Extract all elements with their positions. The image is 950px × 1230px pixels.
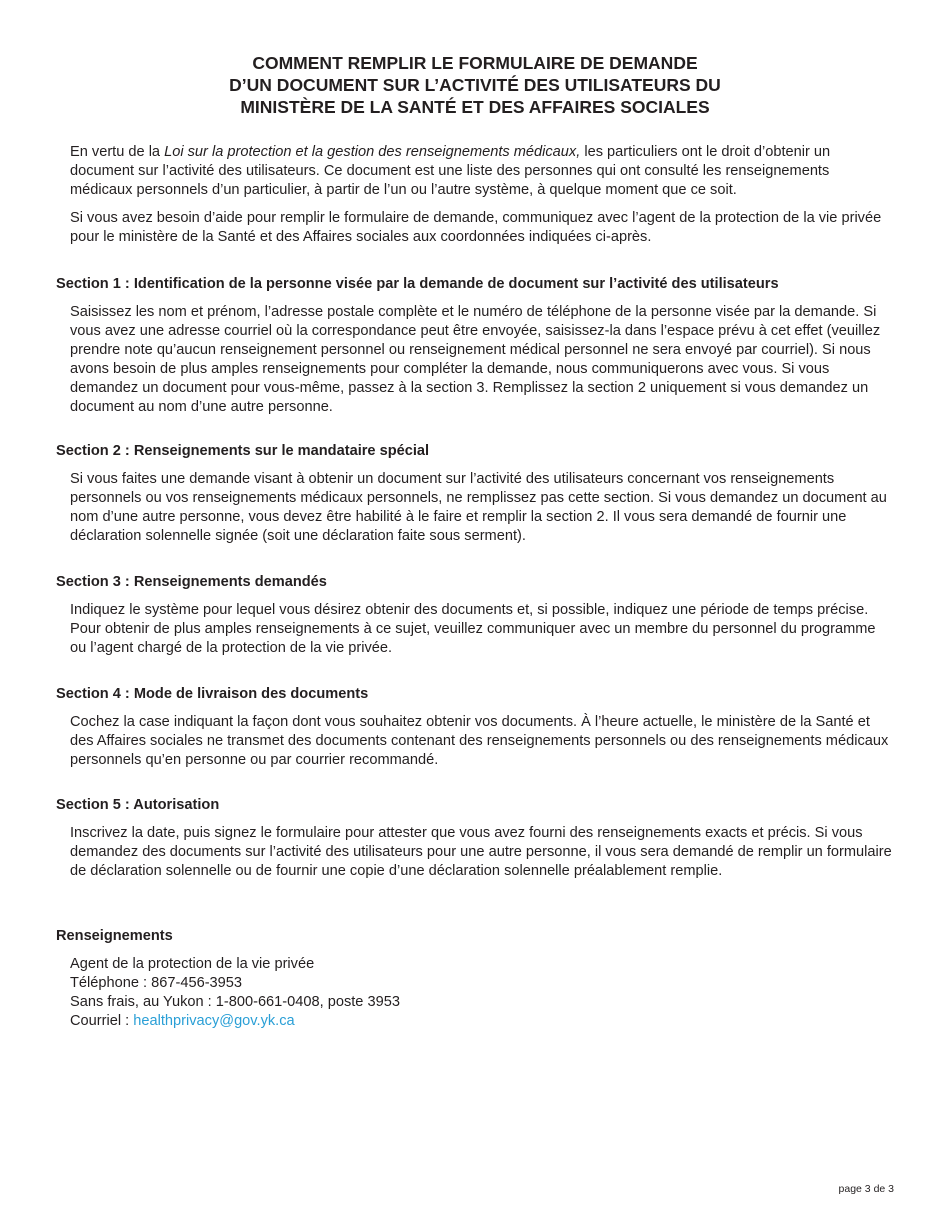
section-heading: Section 5 : Autorisation [56,797,220,813]
section-text: Indiquez le système pour lequel vous désirez obtenir des documents et, si possible, indiquez une période de temps précise. Pour obtenir de plus amples renseignements à ce sujet, veuillez communiquer avec un membre du personnel du programme ou l’agent chargé de la protection de la vie privée. [70,602,876,656]
section-heading: Renseignements [56,928,173,944]
title-line: MINISTÈRE DE LA SANTÉ ET DES AFFAIRES SOCIALES [240,97,710,117]
section-heading: Section 3 : Renseignements demandés [56,574,327,590]
email-label: Courriel : [70,1013,134,1029]
section-text: Cochez la case indiquant la façon dont vous souhaitez obtenir vos documents. À l’heure actuelle, le ministère de la Santé et des Affaires sociales ne transmet des documents contenant des renseignements personnels ou des renseignements médicaux personnels qu’en personne ou par courrier recommandé. [70,714,889,768]
section-3 [56,573,894,658]
section-heading: Section 2 : Renseignements sur le mandataire spécial [56,443,430,459]
section-2 [56,442,894,546]
intro-paragraph: Si vous avez besoin d’aide pour remplir le formulaire de demande, communiquez avec l’agent de la protection de la vie privée pour le ministère de la Santé et des Affaires sociales aux coordonnées indiquées ci-après. [70,210,882,245]
intro-text: En vertu de la [70,144,165,160]
email-link[interactable]: healthprivacy@gov.yk.ca [133,1013,295,1029]
section-heading: Section 4 : Mode de livraison des documents [56,686,369,702]
contact-title: Agent de la protection de la vie privée [70,956,315,972]
title-line: COMMENT REMPLIR LE FORMULAIRE DE DEMANDE [252,53,698,73]
section-text: Si vous faites une demande visant à obtenir un document sur l’activité des utilisateurs concernant vos renseignements personnels ou vos renseignements médicaux personnels, ne remplissez pas cette section. Si vous demandez un document au nom d’une autre personne, vous devez être habilité à le faire et remplir la section 2. Il vous sera demandé de fournir une déclaration solennelle signée (soit une déclaration faite sous serment). [70,471,887,544]
contact-phone: Téléphone : 867-456-3953 [70,975,243,991]
section-5 [56,796,894,881]
contact-email-line [70,1012,894,1031]
intro-text: les particuliers ont le droit d’obtenir un document sur l’activité des utilisateurs. Ce document est une liste des personnes qui ont consulté les renseignements médicaux personnels d’un particulier, à partir de l’un ou l’autre système, à quelque moment que ce soit. [70,144,831,198]
page-number: page 3 de 3 [838,1183,894,1195]
page-title [0,52,950,118]
title-line: D’UN DOCUMENT SUR L’ACTIVITÉ DES UTILISATEURS DU [229,75,721,95]
intro-paragraph [70,143,890,200]
section-1 [56,275,894,417]
section-text: Saisissez les nom et prénom, l’adresse postale complète et le numéro de téléphone de la personne visée par la demande. Si vous avez une adresse courriel où la correspondance peut être envoyée, saisissez-la dans l’espace prévu à cet effet (veuillez prendre note qu’aucun renseignement personnel ou renseignement médical personnel ne sera envoyé par courriel). Si nous avons besoin de plus amples renseignements pour compléter la demande, nous communiquerons avec vous. Si vous demandez un document pour vous-même, passez à la section 3. Remplissez la section 2 uniquement si vous demandez un document au nom d’une autre personne. [70,304,881,415]
contact-section [56,927,894,1031]
law-title: Loi sur la protection et la gestion des renseignements médicaux, [164,144,581,160]
section-heading: Section 1 : Identification de la personne visée par la demande de document sur l’activité des utilisateurs [56,276,779,292]
contact-tollfree: Sans frais, au Yukon : 1-800-661-0408, poste 3953 [70,994,400,1010]
intro [70,143,890,256]
section-4 [56,685,894,770]
section-text: Inscrivez la date, puis signez le formulaire pour attester que vous avez fourni des renseignements exacts et précis. Si vous demandez des documents sur l’activité des utilisateurs pour une autre personne, il vous sera demandé de remplir un formulaire de déclaration solennelle ou de fournir une copie d’une déclaration solennelle préalablement remplie. [70,825,892,879]
